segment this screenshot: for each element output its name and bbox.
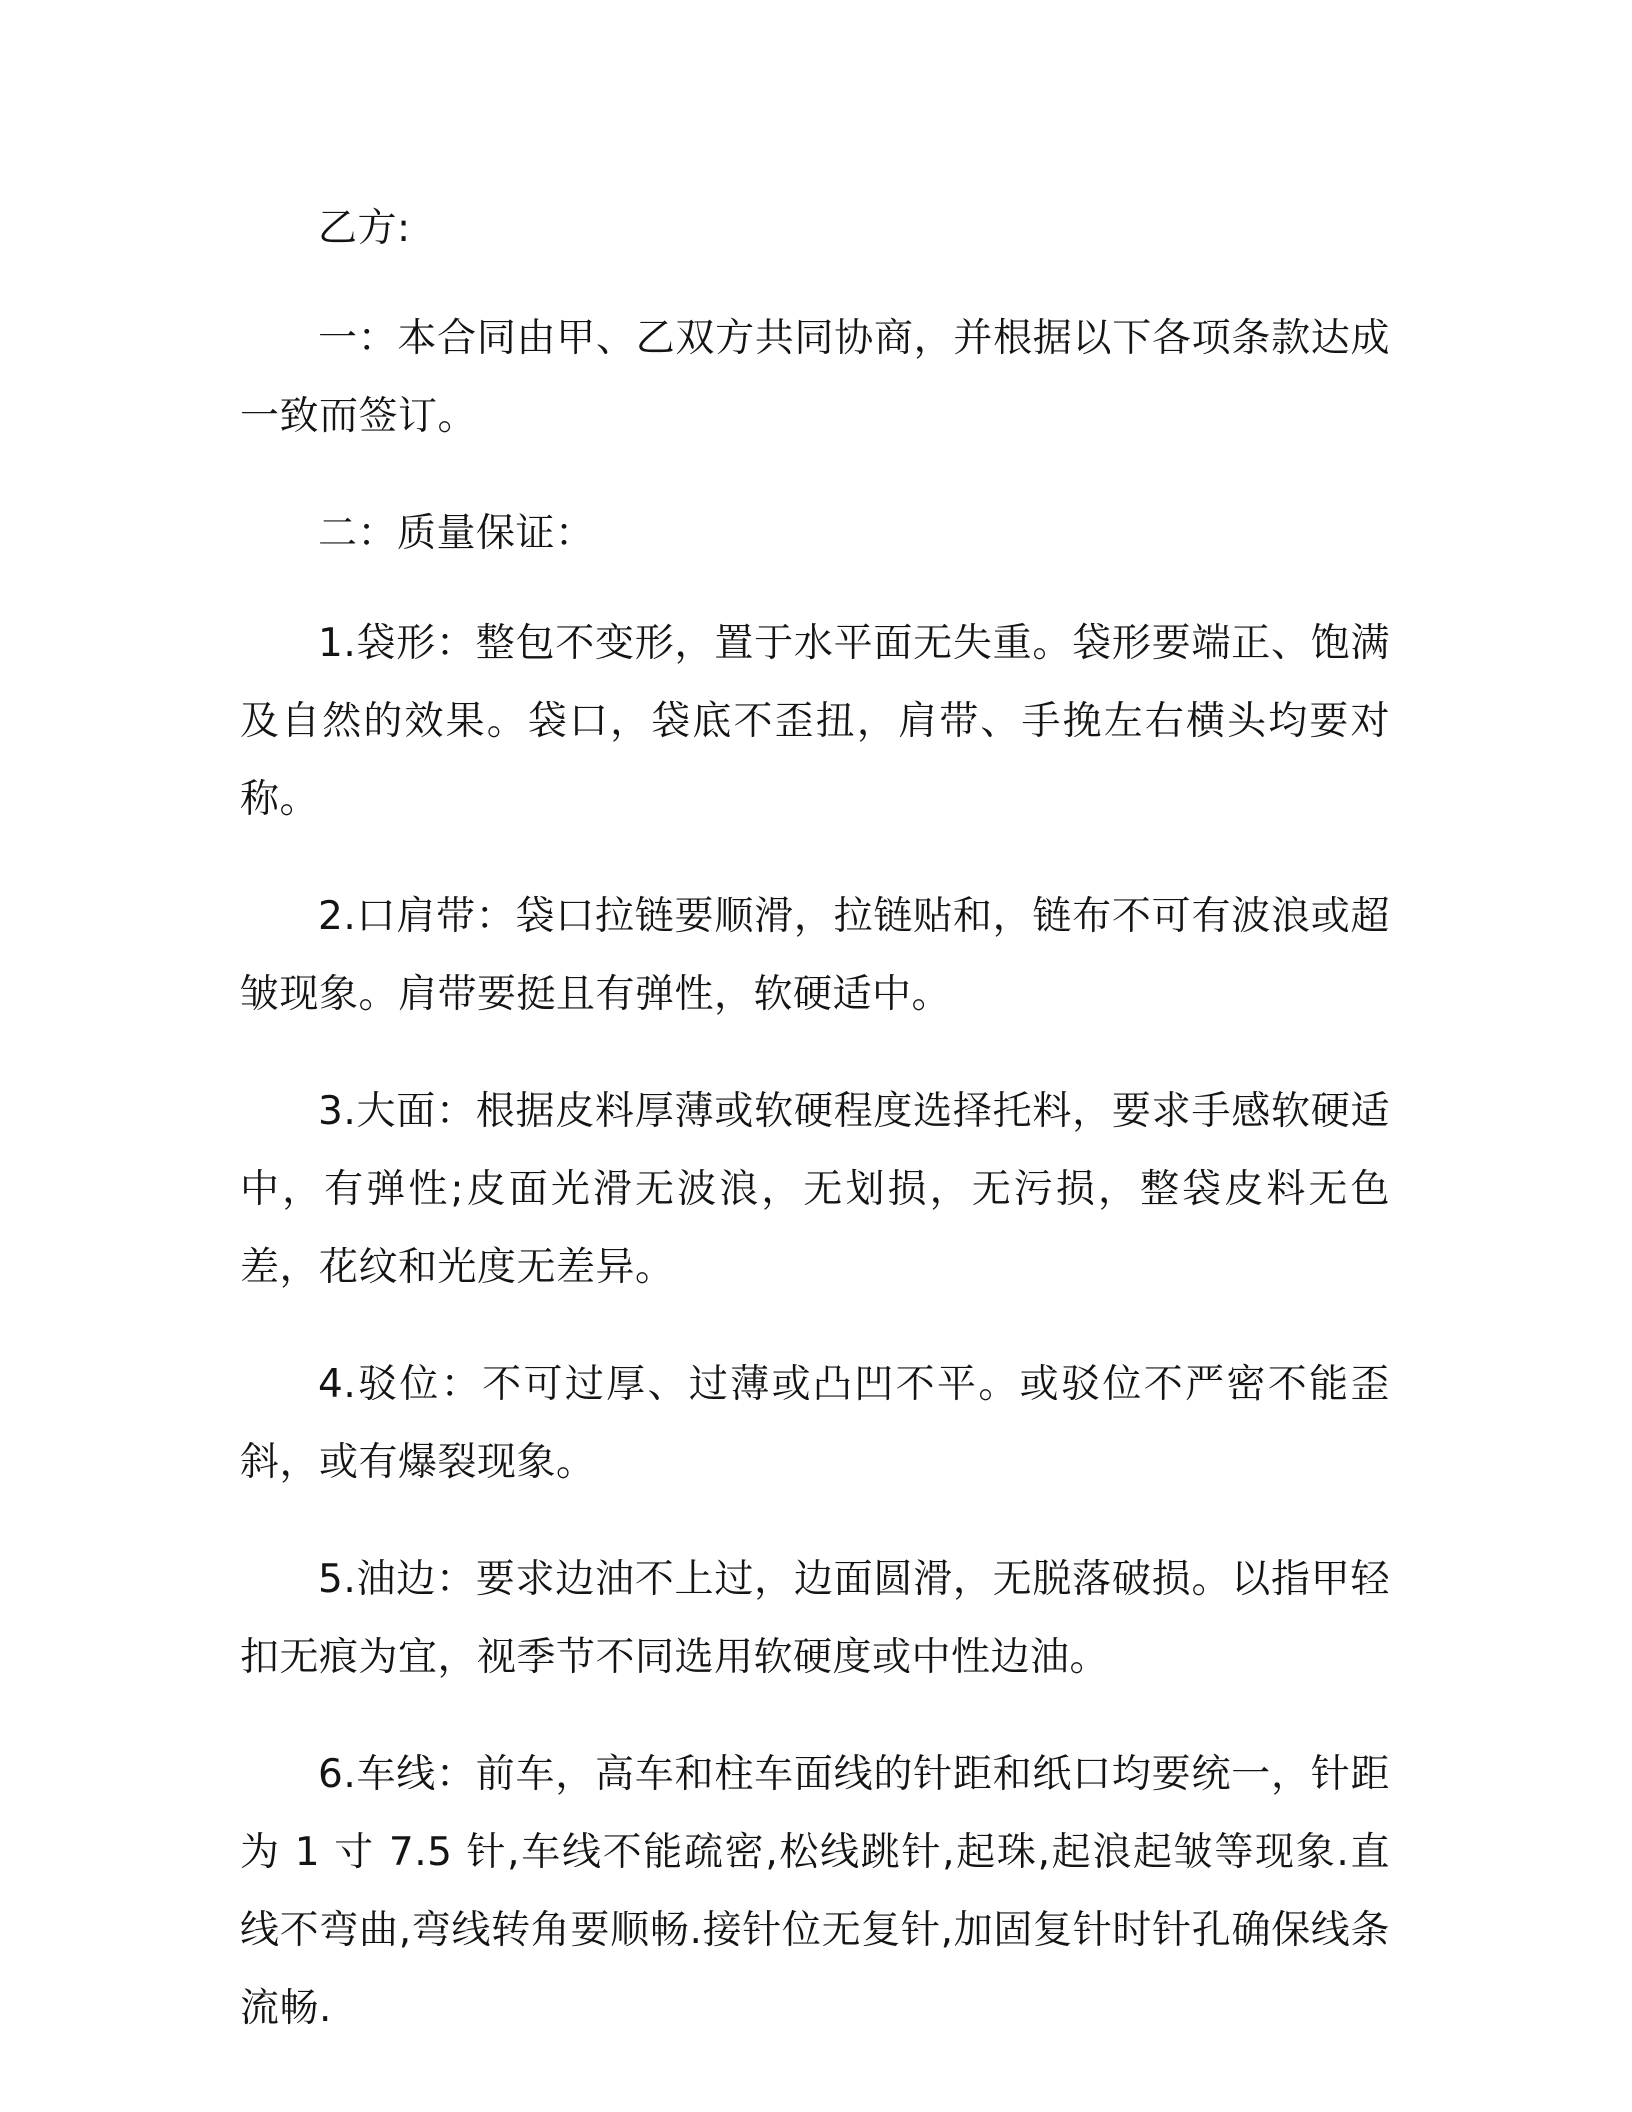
quality-item-stitching: 6.车线：前车，高车和柱车面线的针距和纸口均要统一，针距为 1 寸 7.5 针,车线不能疏密,松线跳针,起珠,起浪起皱等现象.直线不弯曲,弯线转角要顺畅.接针位无复针,加固复针时针孔确保线条流畅.	[240, 1752, 1390, 2031]
quality-item-edge-oil: 5.油边：要求边油不上过，边面圆滑，无脱落破损。以指甲轻扣无痕为宜，视季节不同选用软硬度或中性边油。	[240, 1557, 1390, 1680]
contract-page	[240, 190, 1390, 2087]
quality-item-bag-shape: 1.袋形：整包不变形，置于水平面无失重。袋形要端正、饱满及自然的效果。袋口，袋底不歪扭，肩带、手挽左右横头均要对称。	[240, 621, 1390, 822]
quality-item-shoulder-strap: 2.口肩带：袋口拉链要顺滑，拉链贴和，链布不可有波浪或超皱现象。肩带要挺且有弹性，软硬适中。	[240, 894, 1390, 1017]
quality-item-joint: 4.驳位：不可过厚、过薄或凸凹不平。或驳位不严密不能歪斜，或有爆裂现象。	[240, 1362, 1390, 1485]
clause-1-paragraph: 一：本合同由甲、乙双方共同协商，并根据以下各项条款达成一致而签订。	[240, 316, 1390, 439]
party-b-label: 乙方:	[318, 206, 411, 251]
quality-item-main-surface: 3.大面：根据皮料厚薄或软硬程度选择托料，要求手感软硬适中，有弹性;皮面光滑无波浪，无划损，无污损，整袋皮料无色差，花纹和光度无差异。	[240, 1089, 1390, 1290]
clause-2-heading: 二：质量保证：	[318, 511, 595, 556]
